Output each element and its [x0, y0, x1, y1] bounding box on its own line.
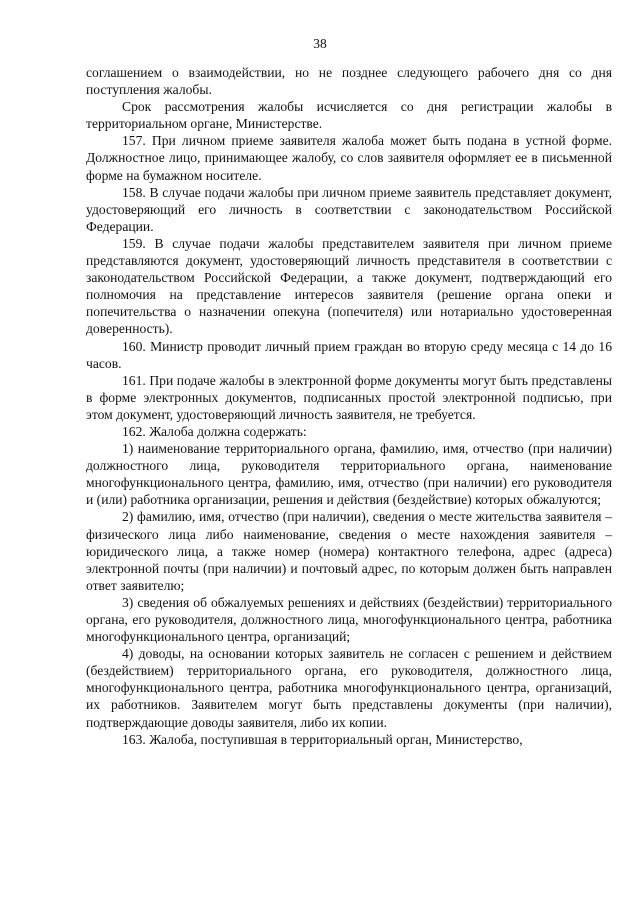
page-number: 38 — [313, 36, 327, 51]
paragraph-162: 162. Жалоба должна содержать: — [122, 423, 307, 439]
body-text — [86, 64, 612, 748]
paragraph-continuation: соглашением о взаимодействии, но не позднее следующего рабочего дня со дня поступления жалобы. — [86, 65, 612, 98]
paragraph-162-item-2: 2) фамилию, имя, отчество (при наличии), сведения о месте жительства заявителя – физического лица либо наименование, сведения о месте нахождения заявителя – юридического лица, а также номер (номера) контактного телефона, адрес (адреса) электронной почты (при наличии) и почтовый адрес, по которым должен быть направлен ответ заявителю; — [86, 509, 612, 593]
paragraph-162-item-4: 4) доводы, на основании которых заявитель не согласен с решением и действием (бездействием) территориального органа, его руководителя, должностного лица, многофункционального центра, работника многофункционального центра, организаций, их работников. Заявителем могут быть представлены документы (при наличии), подтверждающие доводы заявителя, либо их копии. — [86, 646, 612, 730]
paragraph-162-item-1: 1) наименование территориального органа, фамилию, имя, отчество (при наличии) должностного лица, руководителя территориального органа, наименование многофункционального центра, фамилию, имя, отчество (при наличии) его руководителя и (или) работника организации, решения и действия (бездействие) которых обжалуются; — [86, 441, 612, 508]
paragraph-158: 158. В случае подачи жалобы при личном приеме заявитель представляет документ, удостоверяющий его личность в соответствии с законодательством Российской Федерации. — [86, 184, 612, 234]
paragraph-review-period: Срок рассмотрения жалобы исчисляется со дня регистрации жалобы в территориальном органе, Министерстве. — [86, 99, 612, 132]
paragraph-159: 159. В случае подачи жалобы представителем заявителя при личном приеме представляются документ, удостоверяющий личность представителя в соответствии с законодательством Российской Федерации, а также документ, подтверждающий его полномочия на представление интересов заявителя (решение органа опеки и попечительства о назначении опекуна (попечителя) или нотариально удостоверенная доверенность). — [86, 235, 612, 337]
paragraph-163: 163. Жалоба, поступившая в территориальный орган, Министерство, — [122, 731, 523, 747]
paragraph-160: 160. Министр проводит личный прием граждан во вторую среду месяца с 14 до 16 часов. — [86, 338, 612, 371]
paragraph-161: 161. При подаче жалобы в электронной форме документы могут быть представлены в форме электронных документов, подписанных простой электронной подписью, при этом документ, удостоверяющий личность заявителя, не требуется. — [86, 372, 612, 422]
paragraph-157: 157. При личном приеме заявителя жалоба может быть подана в устной форме. Должностное лицо, принимающее жалобу, со слов заявителя оформляет ее в письменной форме на бумажном носителе. — [86, 133, 612, 183]
paragraph-162-item-3: 3) сведения об обжалуемых решениях и действиях (бездействии) территориального органа, его руководителя, должностного лица, многофункционального центра, работника многофункционального центра, организаций; — [86, 594, 612, 645]
